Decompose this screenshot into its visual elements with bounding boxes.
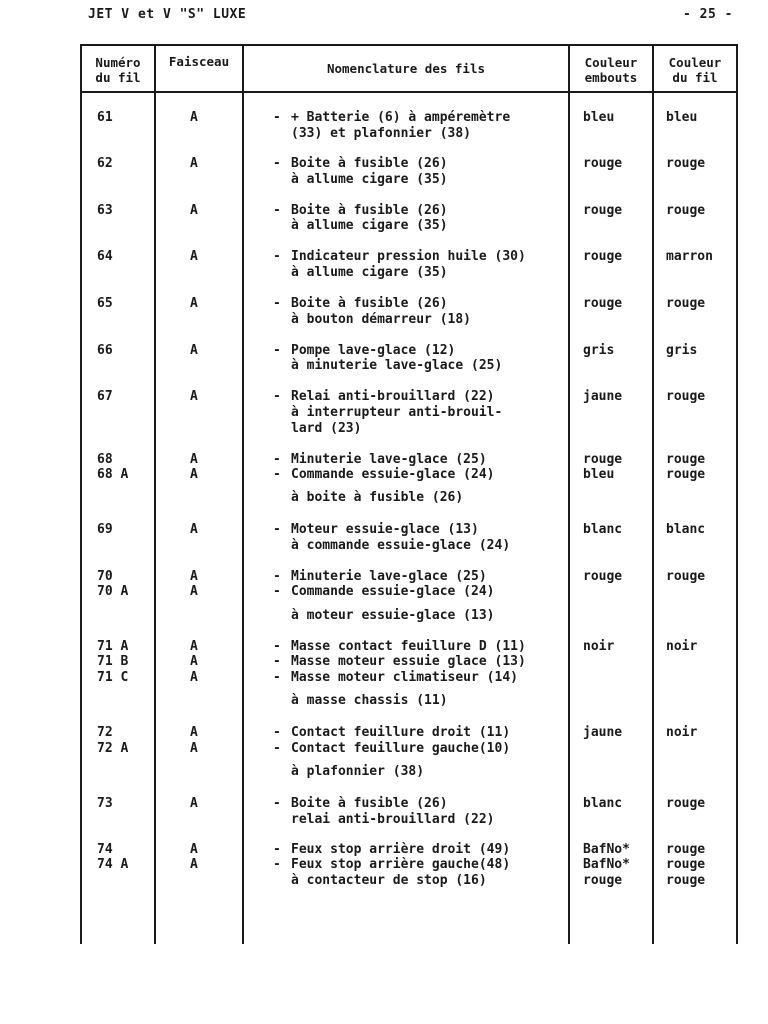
nomenclature-cell: à interrupteur anti-brouil- <box>291 405 503 420</box>
wire-color-cell: marron <box>666 249 713 264</box>
wire-number-cell: 68 <box>97 452 113 467</box>
nomenclature-cell: Pompe lave-glace (12) <box>291 343 456 358</box>
wire-color-cell: rouge <box>666 842 706 857</box>
nomenclature-cell: Contact feuillure droit (11) <box>291 725 511 740</box>
harness-cell: A <box>190 857 198 872</box>
nomenclature-cell: Masse moteur essuie glace (13) <box>291 654 526 669</box>
nomenclature-cell: Minuterie lave-glace (25) <box>291 569 487 584</box>
wire-color-cell: rouge <box>666 296 706 311</box>
tip-color-cell: noir <box>583 639 615 654</box>
harness-cell: A <box>190 569 198 584</box>
harness-cell: A <box>190 639 198 654</box>
wire-color-cell: gris <box>666 343 698 358</box>
tip-color-cell: gris <box>583 343 615 358</box>
dash-mark: - <box>273 725 281 740</box>
page-number: - 25 - <box>683 7 733 22</box>
harness-cell: A <box>190 654 198 669</box>
dash-mark: - <box>273 452 281 467</box>
nomenclature-cell: à moteur essuie-glace (13) <box>291 608 495 623</box>
wire-color-cell: bleu <box>666 110 698 125</box>
nomenclature-cell: Relai anti-brouillard (22) <box>291 389 495 404</box>
dash-mark: - <box>273 467 281 482</box>
wire-number-cell: 66 <box>97 343 113 358</box>
harness-cell: A <box>190 467 198 482</box>
nomenclature-cell: Minuterie lave-glace (25) <box>291 452 487 467</box>
wire-number-cell: 71 B <box>97 654 129 669</box>
wire-color-cell: rouge <box>666 389 706 404</box>
nomenclature-cell: Contact feuillure gauche(10) <box>291 741 511 756</box>
wire-color-cell: rouge <box>666 873 706 888</box>
harness-cell: A <box>190 796 198 811</box>
dash-mark: - <box>273 639 281 654</box>
header-couleur-fil-line2: du fil <box>672 70 718 85</box>
nomenclature-cell: à minuterie lave-glace (25) <box>291 358 503 373</box>
tip-color-cell: BafNo* <box>583 857 630 872</box>
dash-mark: - <box>273 203 281 218</box>
wire-color-cell: rouge <box>666 467 706 482</box>
harness-cell: A <box>190 343 198 358</box>
dash-mark: - <box>273 670 281 685</box>
wire-color-cell: blanc <box>666 522 706 537</box>
nomenclature-cell: à allume cigare (35) <box>291 218 448 233</box>
wire-color-cell: rouge <box>666 203 706 218</box>
wire-number-cell: 73 <box>97 796 113 811</box>
dash-mark: - <box>273 110 281 125</box>
tip-color-cell: rouge <box>583 296 623 311</box>
wiring-table <box>80 44 738 944</box>
nomenclature-cell: Boite à fusible (26) <box>291 203 448 218</box>
nomenclature-cell: à plafonnier (38) <box>291 764 425 779</box>
wire-number-cell: 70 <box>97 569 113 584</box>
nomenclature-cell: Feux stop arrière droit (49) <box>291 842 511 857</box>
wire-color-cell: rouge <box>666 156 706 171</box>
wire-number-cell: 72 <box>97 725 113 740</box>
wire-color-cell: rouge <box>666 857 706 872</box>
nomenclature-cell: à allume cigare (35) <box>291 265 448 280</box>
dash-mark: - <box>273 156 281 171</box>
harness-cell: A <box>190 584 198 599</box>
nomenclature-cell: Boite à fusible (26) <box>291 156 448 171</box>
dash-mark: - <box>273 522 281 537</box>
wire-number-cell: 74 <box>97 842 113 857</box>
table-body <box>80 44 738 944</box>
dash-mark: - <box>273 796 281 811</box>
header-nomenclature: Nomenclature des fils <box>326 61 486 76</box>
wire-number-cell: 71 C <box>97 670 129 685</box>
wire-color-cell: rouge <box>666 569 706 584</box>
wire-number-cell: 71 A <box>97 639 129 654</box>
dash-mark: - <box>273 343 281 358</box>
tip-color-cell: blanc <box>583 796 623 811</box>
tip-color-cell: rouge <box>583 249 623 264</box>
document-title: JET V et V "S" LUXE <box>88 7 247 22</box>
wire-number-cell: 65 <box>97 296 113 311</box>
nomenclature-cell: Feux stop arrière gauche(48) <box>291 857 511 872</box>
tip-color-cell: rouge <box>583 203 623 218</box>
nomenclature-cell: à allume cigare (35) <box>291 172 448 187</box>
wire-number-cell: 72 A <box>97 741 129 756</box>
nomenclature-cell: à masse chassis (11) <box>291 693 448 708</box>
harness-cell: A <box>190 741 198 756</box>
nomenclature-cell: à contacteur de stop (16) <box>291 873 487 888</box>
wire-number-cell: 67 <box>97 389 113 404</box>
wire-number-cell: 69 <box>97 522 113 537</box>
header-numero-line2: du fil <box>95 70 141 85</box>
dash-mark: - <box>273 857 281 872</box>
tip-color-cell: BafNo* <box>583 842 630 857</box>
header-numero-line1: Numéro <box>95 55 141 70</box>
wire-number-cell: 68 A <box>97 467 129 482</box>
wire-number-cell: 62 <box>97 156 113 171</box>
tip-color-cell: bleu <box>583 110 615 125</box>
wire-number-cell: 70 A <box>97 584 129 599</box>
harness-cell: A <box>190 296 198 311</box>
nomenclature-cell: à bouton démarreur (18) <box>291 312 472 327</box>
nomenclature-cell: relai anti-brouillard (22) <box>291 812 495 827</box>
tip-color-cell: blanc <box>583 522 623 537</box>
dash-mark: - <box>273 654 281 669</box>
tip-color-cell: rouge <box>583 873 623 888</box>
dash-mark: - <box>273 741 281 756</box>
nomenclature-cell: lard (23) <box>291 421 362 436</box>
harness-cell: A <box>190 522 198 537</box>
nomenclature-cell: Masse contact feuillure D (11) <box>291 639 526 654</box>
header-couleur-embouts-line1: Couleur <box>584 55 638 70</box>
nomenclature-cell: (33) et plafonnier (38) <box>291 126 472 141</box>
harness-cell: A <box>190 110 198 125</box>
wire-color-cell: noir <box>666 639 698 654</box>
nomenclature-cell: Masse moteur climatiseur (14) <box>291 670 518 685</box>
dash-mark: - <box>273 584 281 599</box>
nomenclature-cell: à commande essuie-glace (24) <box>291 538 511 553</box>
header-couleur-embouts-line2: embouts <box>584 70 638 85</box>
dash-mark: - <box>273 569 281 584</box>
tip-color-cell: bleu <box>583 467 615 482</box>
wire-color-cell: noir <box>666 725 698 740</box>
harness-cell: A <box>190 452 198 467</box>
tip-color-cell: rouge <box>583 156 623 171</box>
harness-cell: A <box>190 389 198 404</box>
harness-cell: A <box>190 670 198 685</box>
harness-cell: A <box>190 203 198 218</box>
nomenclature-cell: Boite à fusible (26) <box>291 796 448 811</box>
wire-color-cell: rouge <box>666 452 706 467</box>
wire-number-cell: 61 <box>97 110 113 125</box>
harness-cell: A <box>190 156 198 171</box>
tip-color-cell: jaune <box>583 389 623 404</box>
nomenclature-cell: + Batterie (6) à ampéremètre <box>291 110 511 125</box>
harness-cell: A <box>190 842 198 857</box>
dash-mark: - <box>273 296 281 311</box>
tip-color-cell: rouge <box>583 452 623 467</box>
tip-color-cell: rouge <box>583 569 623 584</box>
wire-number-cell: 64 <box>97 249 113 264</box>
nomenclature-cell: Moteur essuie-glace (13) <box>291 522 479 537</box>
header-faisceau: Faisceau <box>168 54 230 69</box>
header-couleur-fil-line1: Couleur <box>668 55 722 70</box>
dash-mark: - <box>273 249 281 264</box>
dash-mark: - <box>273 842 281 857</box>
harness-cell: A <box>190 249 198 264</box>
nomenclature-cell: Commande essuie-glace (24) <box>291 584 495 599</box>
dash-mark: - <box>273 389 281 404</box>
wire-number-cell: 74 A <box>97 857 129 872</box>
nomenclature-cell: Commande essuie-glace (24) <box>291 467 495 482</box>
harness-cell: A <box>190 725 198 740</box>
nomenclature-cell: Indicateur pression huile (30) <box>291 249 526 264</box>
wire-number-cell: 63 <box>97 203 113 218</box>
nomenclature-cell: à boite à fusible (26) <box>291 490 464 505</box>
wire-color-cell: rouge <box>666 796 706 811</box>
nomenclature-cell: Boite à fusible (26) <box>291 296 448 311</box>
tip-color-cell: jaune <box>583 725 623 740</box>
